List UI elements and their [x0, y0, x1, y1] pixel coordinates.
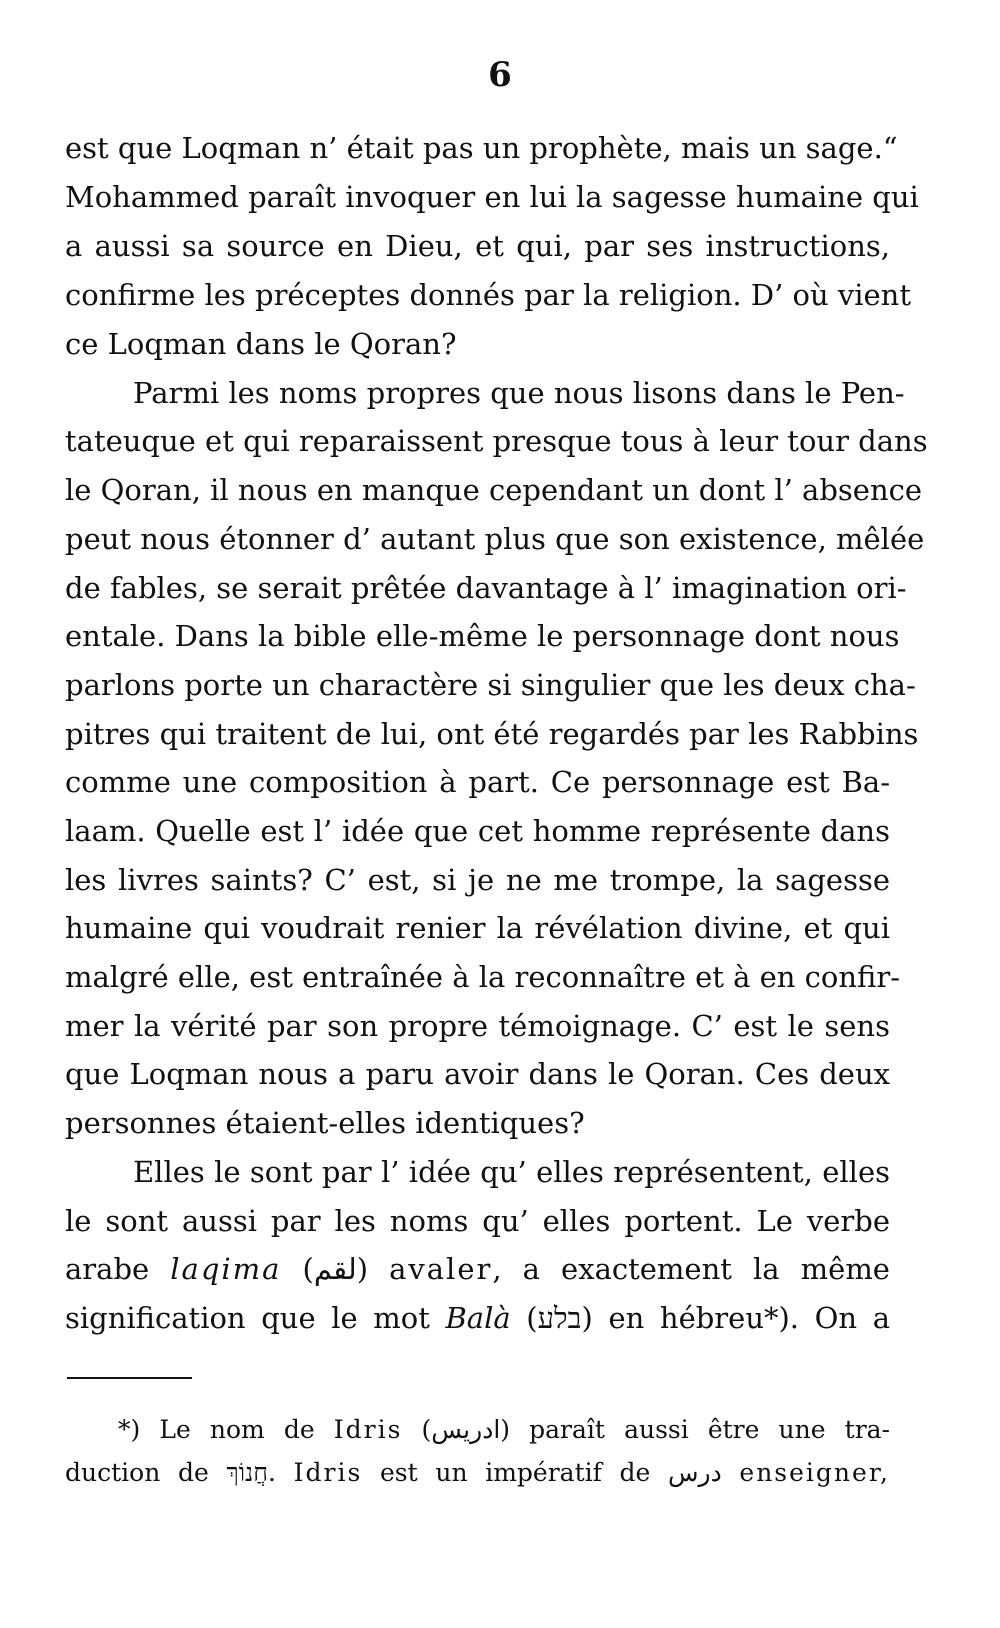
text-run: (בלע) en hébreu*). On a — [510, 1301, 890, 1335]
text-line: le Qoran, il nous en manque cependant un dont l’ absence — [65, 473, 923, 507]
text-line: comme une composition à part. Ce personnage est Ba- — [65, 765, 890, 799]
text-line: que Loqman nous a paru avoir dans le Qoran. Ces deux — [65, 1057, 890, 1091]
text-line: peut nous étonner d’ autant plus que son existence, mêlée — [65, 522, 925, 556]
page-number: 6 — [488, 55, 512, 95]
text-line: ce Loqman dans le Qoran? — [65, 327, 457, 361]
text-line: pitres qui traitent de lui, ont été regardés par les Rabbins — [65, 717, 919, 751]
footnote-divider — [67, 1377, 192, 1379]
text-line: de fables, se serait prêtée davantage à l’ imagination ori- — [65, 571, 907, 605]
text-line: Parmi les noms propres que nous lisons dans le Pen- — [133, 376, 905, 410]
hebrew-transliteration: Balà — [445, 1301, 511, 1335]
text-line: humaine qui voudrait renier la révélation divine, et qui — [65, 911, 890, 945]
footnote-line — [118, 1410, 890, 1450]
text-line: mer la vérité par son propre témoignage. C’ est le sens — [65, 1009, 890, 1043]
text-run: duction de חֲנוֹךְ. — [65, 1458, 294, 1487]
text-line: a aussi sa source en Dieu, et qui, par ses instructions, — [65, 229, 890, 263]
text-line: Elles le sont par l’ idée qu’ elles représentent, elles — [133, 1155, 890, 1189]
arabic-transliteration: laqima — [170, 1252, 282, 1286]
text-line: confirme les préceptes donnés par la religion. D’ où vient — [65, 278, 912, 312]
emphasized-word: enseigner, — [739, 1458, 890, 1487]
text-run: est un impératif de درس — [362, 1458, 740, 1487]
text-run: arabe — [65, 1252, 171, 1286]
text-line: les livres saints? C’ est, si je ne me trompe, la sagesse — [65, 863, 890, 897]
text-line: parlons porte un charactère si singulier que les deux cha- — [65, 668, 916, 702]
text-line — [65, 1249, 890, 1289]
text-line: Mohammed paraît invoquer en lui la sagesse humaine qui — [65, 180, 919, 214]
text-line: le sont aussi par les noms qu’ elles portent. Le verbe — [65, 1204, 890, 1238]
text-run: *) Le nom de — [118, 1415, 334, 1444]
text-run: signification que le mot — [65, 1301, 446, 1335]
text-line: malgré elle, est entraînée à la reconnaître et à en confir- — [65, 960, 901, 994]
text-run: , a exactement la même — [492, 1252, 890, 1286]
footnote-line — [65, 1453, 890, 1493]
text-line: est que Loqman n’ était pas un prophète, mais un sage.“ — [65, 131, 898, 165]
emphasized-name: Idris — [333, 1415, 403, 1444]
emphasized-word: avaler — [389, 1252, 493, 1286]
text-line: personnes étaient-elles identiques? — [65, 1106, 585, 1140]
text-run: (ادريس) paraît aussi être une tra- — [402, 1415, 891, 1444]
text-line: entale. Dans la bible elle-même le personnage dont nous — [65, 619, 900, 653]
text-line: tateuque et qui reparaissent presque tous à leur tour dans — [65, 424, 928, 458]
text-line — [65, 1298, 890, 1338]
emphasized-name: Idris — [293, 1458, 363, 1487]
text-line: laam. Quelle est l’ idée que cet homme représente dans — [65, 814, 890, 848]
text-run: (لقم) — [281, 1252, 390, 1286]
